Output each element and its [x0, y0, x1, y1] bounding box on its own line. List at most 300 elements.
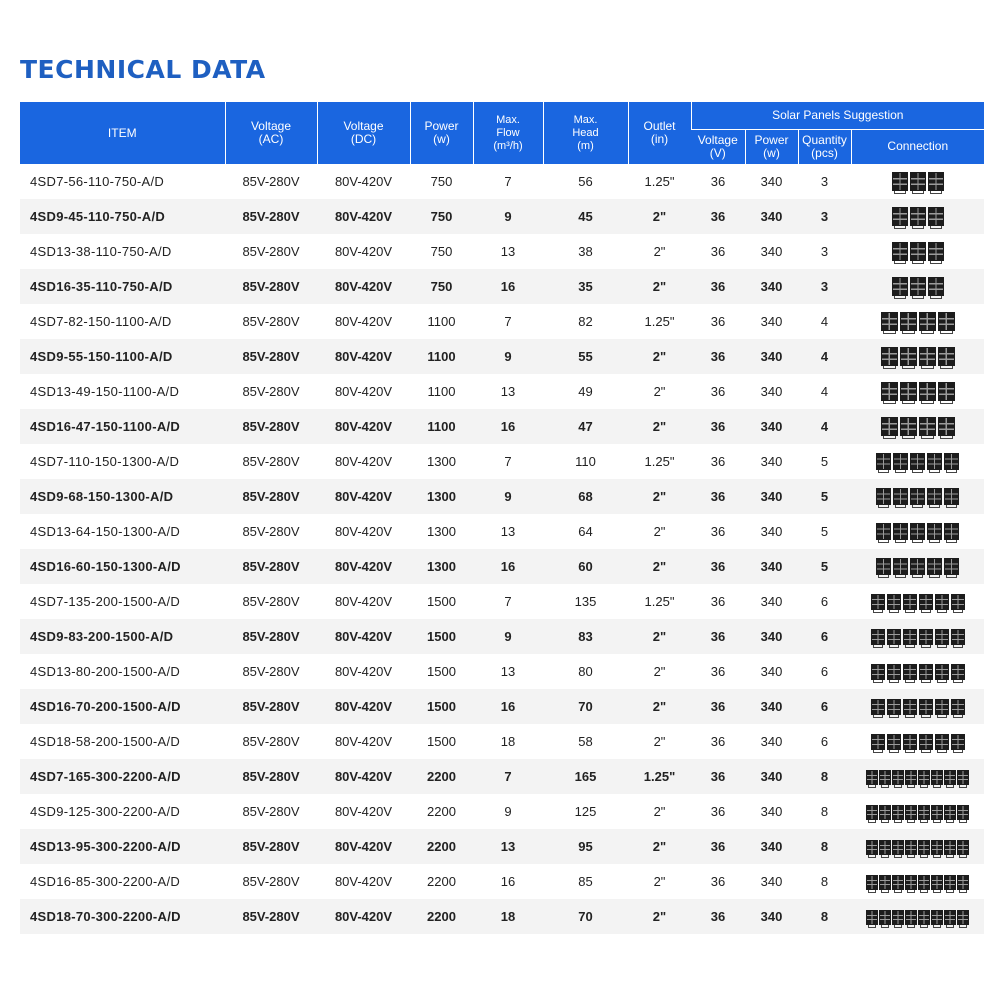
cell-max-flow: 16 — [473, 549, 543, 584]
cell-voltage-dc: 80V-420V — [334, 174, 393, 189]
cell-max-head: 135 — [574, 594, 597, 609]
cell-sp-power: 340 — [745, 199, 798, 234]
cell-max-head: 80 — [578, 664, 593, 679]
cell-voltage-dc: 80V-420V — [317, 409, 410, 444]
cell-voltage-ac: 85V-280V — [242, 244, 300, 259]
cell-sp-voltage: 36 — [710, 314, 726, 329]
table-row — [20, 164, 984, 199]
cell-power: 2200 — [427, 804, 456, 819]
cell-max-flow: 16 — [473, 689, 543, 724]
solar-panel-icon — [938, 347, 955, 366]
cell-max-flow: 13 — [500, 244, 516, 259]
solar-panel-icon — [918, 770, 930, 785]
cell-sp-power: 340 — [745, 479, 798, 514]
cell-voltage-dc: 80V-420V — [317, 759, 410, 794]
cell-item: 4SD7-135-200-1500-A/D — [30, 594, 181, 609]
cell-voltage-ac: 85V-280V — [225, 409, 317, 444]
solar-panel-array-icon — [876, 453, 959, 470]
header-voltage-dc: Voltage (DC) — [317, 102, 410, 164]
cell-item: 4SD13-95-300-2200-A/D — [20, 829, 225, 864]
cell-max-flow: 7 — [504, 594, 512, 609]
solar-panel-icon — [876, 523, 891, 540]
cell-power: 1500 — [427, 734, 456, 749]
solar-panel-array-icon — [892, 172, 944, 191]
cell-power: 1500 — [427, 664, 456, 679]
cell-voltage-dc: 80V-420V — [334, 594, 393, 609]
cell-power: 1100 — [410, 409, 473, 444]
solar-panel-icon — [903, 664, 917, 680]
cell-sp-connection — [851, 339, 984, 374]
cell-max-head: 38 — [578, 244, 593, 259]
solar-panel-array-icon — [892, 207, 944, 226]
cell-outlet: 2" — [628, 689, 691, 724]
cell-max-head: 58 — [578, 734, 593, 749]
cell-sp-quantity: 4 — [798, 409, 851, 444]
solar-panel-icon — [876, 453, 891, 470]
cell-item: 4SD16-85-300-2200-A/D — [30, 874, 181, 889]
solar-panel-icon — [892, 277, 908, 296]
cell-sp-connection — [851, 689, 984, 724]
solar-panel-icon — [892, 805, 904, 820]
solar-panel-icon — [892, 840, 904, 855]
cell-max-head: 125 — [574, 804, 597, 819]
cell-outlet: 2" — [628, 619, 691, 654]
solar-panel-icon — [866, 910, 878, 925]
cell-max-head: 82 — [578, 314, 593, 329]
solar-panel-array-icon — [881, 417, 955, 436]
cell-sp-connection — [851, 794, 984, 829]
solar-panel-icon — [871, 699, 885, 715]
cell-sp-voltage: 36 — [691, 339, 745, 374]
solar-panel-array-icon — [866, 770, 969, 785]
cell-sp-quantity: 3 — [798, 199, 851, 234]
solar-panel-icon — [918, 805, 930, 820]
cell-voltage-dc: 80V-420V — [317, 549, 410, 584]
solar-panel-array-icon — [871, 734, 965, 750]
cell-sp-connection — [851, 549, 984, 584]
solar-panel-icon — [957, 840, 969, 855]
solar-panel-array-icon — [866, 840, 969, 855]
table-row — [20, 444, 984, 479]
cell-sp-quantity: 8 — [798, 759, 851, 794]
solar-panel-icon — [919, 417, 936, 436]
solar-panel-icon — [944, 558, 959, 575]
cell-sp-quantity: 4 — [820, 384, 829, 399]
cell-voltage-dc: 80V-420V — [317, 339, 410, 374]
cell-max-flow: 9 — [473, 619, 543, 654]
cell-max-head: 55 — [543, 339, 628, 374]
solar-panel-icon — [944, 523, 959, 540]
cell-item: 4SD18-58-200-1500-A/D — [30, 734, 181, 749]
solar-panel-icon — [879, 770, 891, 785]
cell-sp-connection — [851, 374, 984, 409]
solar-panel-icon — [892, 770, 904, 785]
cell-outlet: 1.25" — [628, 759, 691, 794]
cell-item: 4SD7-82-150-1100-A/D — [30, 314, 172, 329]
cell-sp-quantity: 5 — [820, 454, 829, 469]
solar-panel-icon — [935, 629, 949, 645]
table-row — [20, 479, 984, 514]
solar-panel-icon — [919, 382, 936, 401]
cell-voltage-ac: 85V-280V — [242, 594, 300, 609]
header-sp-voltage: Voltage (V) — [691, 129, 745, 164]
table-row — [20, 759, 984, 794]
cell-sp-quantity: 6 — [798, 619, 851, 654]
cell-sp-connection — [851, 304, 984, 339]
cell-voltage-ac: 85V-280V — [225, 759, 317, 794]
cell-voltage-ac: 85V-280V — [242, 524, 300, 539]
cell-outlet: 2" — [628, 339, 691, 374]
solar-panel-icon — [928, 207, 944, 226]
cell-max-flow: 18 — [500, 734, 516, 749]
solar-panel-icon — [903, 699, 917, 715]
solar-panel-icon — [887, 664, 901, 680]
solar-panel-icon — [876, 488, 891, 505]
cell-max-flow: 18 — [473, 899, 543, 934]
cell-max-flow: 16 — [500, 874, 516, 889]
cell-power: 750 — [410, 269, 473, 304]
solar-panel-icon — [881, 312, 898, 331]
cell-sp-voltage: 36 — [691, 409, 745, 444]
cell-voltage-ac: 85V-280V — [225, 269, 317, 304]
solar-panel-icon — [957, 805, 969, 820]
header-power: Power (w) — [410, 102, 473, 164]
solar-panel-icon — [938, 382, 955, 401]
cell-max-head: 70 — [543, 899, 628, 934]
solar-panel-icon — [944, 488, 959, 505]
cell-outlet: 1.25" — [644, 594, 675, 609]
solar-panel-icon — [919, 629, 933, 645]
cell-outlet: 2" — [628, 479, 691, 514]
cell-sp-voltage: 36 — [691, 759, 745, 794]
cell-sp-voltage: 36 — [691, 479, 745, 514]
cell-max-head: 47 — [543, 409, 628, 444]
cell-power: 2200 — [410, 759, 473, 794]
cell-sp-quantity: 5 — [798, 479, 851, 514]
cell-max-flow: 16 — [473, 269, 543, 304]
cell-max-head: 35 — [543, 269, 628, 304]
solar-panel-icon — [910, 172, 926, 191]
cell-max-head: 95 — [543, 829, 628, 864]
cell-sp-voltage: 36 — [710, 804, 726, 819]
table-row — [20, 584, 984, 619]
cell-item: 4SD9-55-150-1100-A/D — [20, 339, 225, 374]
solar-panel-array-icon — [871, 699, 965, 715]
solar-panel-icon — [919, 347, 936, 366]
cell-sp-power: 340 — [745, 829, 798, 864]
solar-panel-icon — [893, 523, 908, 540]
header-outlet: Outlet (in) — [628, 102, 691, 164]
solar-panel-icon — [910, 453, 925, 470]
cell-sp-power: 340 — [745, 899, 798, 934]
cell-sp-power: 340 — [760, 874, 783, 889]
cell-voltage-dc: 80V-420V — [334, 804, 393, 819]
cell-voltage-ac: 85V-280V — [225, 619, 317, 654]
cell-max-flow: 9 — [473, 199, 543, 234]
solar-panel-icon — [910, 242, 926, 261]
solar-panel-icon — [910, 277, 926, 296]
cell-sp-connection — [851, 864, 984, 899]
cell-sp-voltage: 36 — [710, 594, 726, 609]
header-voltage-ac: Voltage (AC) — [225, 102, 317, 164]
cell-item: 4SD9-83-200-1500-A/D — [20, 619, 225, 654]
solar-panel-array-icon — [892, 242, 944, 261]
cell-item: 4SD13-49-150-1100-A/D — [30, 384, 180, 399]
cell-item: 4SD9-45-110-750-A/D — [20, 199, 225, 234]
cell-max-head: 83 — [543, 619, 628, 654]
cell-sp-voltage: 36 — [710, 524, 726, 539]
solar-panel-array-icon — [871, 594, 965, 610]
header-max-flow: Max. Flow (m³/h) — [473, 102, 543, 164]
table-row — [20, 339, 984, 374]
solar-panel-icon — [900, 417, 917, 436]
solar-panel-icon — [918, 910, 930, 925]
table-row — [20, 899, 984, 934]
solar-panel-icon — [927, 523, 942, 540]
cell-sp-voltage: 36 — [710, 174, 726, 189]
solar-panel-icon — [931, 840, 943, 855]
cell-item: 4SD9-68-150-1300-A/D — [20, 479, 225, 514]
cell-outlet: 2" — [653, 384, 666, 399]
solar-panel-icon — [910, 488, 925, 505]
table-row — [20, 409, 984, 444]
cell-outlet: 2" — [653, 734, 666, 749]
page-title: TECHNICAL DATA — [20, 55, 266, 84]
cell-max-flow: 7 — [504, 174, 512, 189]
solar-panel-icon — [892, 242, 908, 261]
cell-max-flow: 16 — [473, 409, 543, 444]
solar-panel-array-icon — [881, 347, 955, 366]
table-row — [20, 199, 984, 234]
solar-panel-icon — [905, 840, 917, 855]
cell-sp-connection — [851, 584, 984, 619]
solar-panel-icon — [903, 734, 917, 750]
cell-sp-quantity: 8 — [798, 899, 851, 934]
solar-panel-icon — [919, 734, 933, 750]
solar-panel-icon — [871, 734, 885, 750]
cell-sp-quantity: 3 — [820, 244, 829, 259]
solar-panel-icon — [951, 734, 965, 750]
cell-sp-power: 340 — [760, 454, 783, 469]
cell-max-head: 70 — [543, 689, 628, 724]
solar-panel-icon — [881, 347, 898, 366]
cell-sp-quantity: 6 — [820, 734, 829, 749]
cell-outlet: 2" — [653, 524, 666, 539]
cell-power: 750 — [430, 174, 453, 189]
table-row — [20, 549, 984, 584]
cell-sp-power: 340 — [745, 759, 798, 794]
cell-outlet: 2" — [628, 829, 691, 864]
solar-panel-array-icon — [881, 382, 955, 401]
cell-outlet: 2" — [653, 874, 666, 889]
solar-panel-icon — [871, 594, 885, 610]
solar-panel-icon — [957, 910, 969, 925]
solar-panel-array-icon — [866, 875, 969, 890]
cell-sp-connection — [851, 654, 984, 689]
solar-panel-icon — [905, 805, 917, 820]
cell-power: 750 — [430, 244, 453, 259]
cell-max-flow: 13 — [500, 664, 516, 679]
solar-panel-icon — [903, 629, 917, 645]
solar-panel-icon — [957, 770, 969, 785]
solar-panel-array-icon — [876, 488, 959, 505]
cell-sp-quantity: 8 — [820, 874, 829, 889]
cell-voltage-dc: 80V-420V — [317, 619, 410, 654]
cell-sp-quantity: 6 — [798, 689, 851, 724]
cell-sp-connection — [851, 199, 984, 234]
cell-outlet: 2" — [628, 549, 691, 584]
table-row — [20, 514, 984, 549]
solar-panel-icon — [957, 875, 969, 890]
cell-sp-connection — [851, 164, 984, 199]
table-row — [20, 234, 984, 269]
cell-voltage-ac: 85V-280V — [242, 454, 300, 469]
cell-max-head: 64 — [578, 524, 593, 539]
cell-max-flow: 7 — [504, 314, 512, 329]
solar-panel-icon — [892, 875, 904, 890]
cell-sp-quantity: 3 — [820, 174, 829, 189]
solar-panel-icon — [910, 207, 926, 226]
solar-panel-array-icon — [892, 277, 944, 296]
cell-voltage-ac: 85V-280V — [242, 804, 300, 819]
cell-power: 2200 — [427, 874, 456, 889]
solar-panel-icon — [881, 417, 898, 436]
cell-sp-quantity: 4 — [820, 314, 829, 329]
solar-panel-icon — [951, 699, 965, 715]
solar-panel-icon — [918, 840, 930, 855]
cell-item: 4SD13-64-150-1300-A/D — [30, 524, 181, 539]
cell-outlet: 2" — [628, 199, 691, 234]
solar-panel-icon — [935, 699, 949, 715]
table-row — [20, 724, 984, 759]
cell-sp-power: 340 — [745, 619, 798, 654]
cell-item: 4SD9-125-300-2200-A/D — [30, 804, 181, 819]
cell-voltage-dc: 80V-420V — [317, 199, 410, 234]
cell-power: 2200 — [410, 829, 473, 864]
cell-voltage-dc: 80V-420V — [334, 384, 393, 399]
cell-voltage-dc: 80V-420V — [334, 874, 393, 889]
cell-voltage-dc: 80V-420V — [334, 244, 393, 259]
solar-panel-icon — [938, 312, 955, 331]
cell-sp-quantity: 3 — [798, 269, 851, 304]
cell-outlet: 2" — [628, 269, 691, 304]
cell-outlet: 2" — [653, 804, 666, 819]
cell-voltage-ac: 85V-280V — [242, 384, 300, 399]
header-solar-panels-suggestion: Solar Panels Suggestion — [691, 102, 984, 129]
solar-panel-icon — [918, 875, 930, 890]
cell-voltage-ac: 85V-280V — [242, 314, 300, 329]
header-item: ITEM — [20, 102, 225, 164]
cell-sp-voltage: 36 — [691, 689, 745, 724]
solar-panel-icon — [931, 910, 943, 925]
cell-power: 1500 — [410, 619, 473, 654]
solar-panel-array-icon — [866, 910, 969, 925]
solar-panel-icon — [910, 523, 925, 540]
cell-sp-connection — [851, 444, 984, 479]
cell-voltage-dc: 80V-420V — [317, 899, 410, 934]
cell-item: 4SD18-70-300-2200-A/D — [20, 899, 225, 934]
cell-voltage-ac: 85V-280V — [242, 174, 300, 189]
cell-item: 4SD16-47-150-1100-A/D — [20, 409, 225, 444]
cell-voltage-dc: 80V-420V — [334, 314, 393, 329]
table-row — [20, 619, 984, 654]
cell-sp-connection — [851, 514, 984, 549]
solar-panel-icon — [892, 910, 904, 925]
solar-panel-icon — [879, 805, 891, 820]
solar-panel-icon — [927, 558, 942, 575]
cell-sp-voltage: 36 — [691, 899, 745, 934]
cell-sp-connection — [851, 234, 984, 269]
cell-power: 1500 — [427, 594, 456, 609]
cell-power: 1300 — [427, 454, 456, 469]
cell-sp-power: 340 — [745, 689, 798, 724]
solar-panel-icon — [893, 488, 908, 505]
table-row — [20, 864, 984, 899]
solar-panel-icon — [944, 910, 956, 925]
solar-panel-icon — [944, 875, 956, 890]
solar-panel-icon — [900, 312, 917, 331]
cell-voltage-ac: 85V-280V — [225, 479, 317, 514]
cell-sp-voltage: 36 — [691, 829, 745, 864]
cell-outlet: 1.25" — [644, 314, 675, 329]
cell-voltage-ac: 85V-280V — [225, 899, 317, 934]
solar-panel-icon — [905, 770, 917, 785]
solar-panel-icon — [881, 382, 898, 401]
cell-sp-power: 340 — [760, 594, 783, 609]
solar-panel-icon — [879, 840, 891, 855]
cell-sp-connection — [851, 724, 984, 759]
cell-power: 1100 — [410, 339, 473, 374]
solar-panel-icon — [919, 312, 936, 331]
solar-panel-icon — [903, 594, 917, 610]
cell-sp-power: 340 — [760, 734, 783, 749]
cell-voltage-dc: 80V-420V — [317, 479, 410, 514]
technical-data-table — [20, 102, 984, 934]
cell-power: 1300 — [427, 524, 456, 539]
cell-outlet: 1.25" — [644, 454, 675, 469]
solar-panel-icon — [927, 488, 942, 505]
solar-panel-icon — [910, 558, 925, 575]
solar-panel-icon — [900, 382, 917, 401]
cell-voltage-ac: 85V-280V — [242, 874, 300, 889]
cell-max-head: 49 — [578, 384, 593, 399]
solar-panel-icon — [935, 734, 949, 750]
solar-panel-icon — [905, 875, 917, 890]
solar-panel-icon — [893, 453, 908, 470]
cell-sp-power: 340 — [745, 409, 798, 444]
cell-sp-connection — [851, 759, 984, 794]
table-row — [20, 654, 984, 689]
cell-max-flow: 13 — [500, 384, 516, 399]
cell-sp-voltage: 36 — [710, 454, 726, 469]
cell-item: 4SD16-70-200-1500-A/D — [20, 689, 225, 724]
solar-panel-icon — [928, 242, 944, 261]
cell-sp-connection — [851, 619, 984, 654]
cell-power: 1100 — [427, 314, 456, 329]
cell-max-flow: 7 — [473, 759, 543, 794]
cell-sp-power: 340 — [760, 524, 783, 539]
cell-voltage-dc: 80V-420V — [317, 269, 410, 304]
solar-panel-icon — [944, 453, 959, 470]
solar-panel-icon — [951, 664, 965, 680]
solar-panel-icon — [900, 347, 917, 366]
solar-panel-icon — [951, 594, 965, 610]
cell-outlet: 2" — [628, 409, 691, 444]
cell-sp-power: 340 — [745, 339, 798, 374]
cell-power: 1300 — [410, 479, 473, 514]
solar-panel-icon — [919, 594, 933, 610]
cell-sp-connection — [851, 479, 984, 514]
